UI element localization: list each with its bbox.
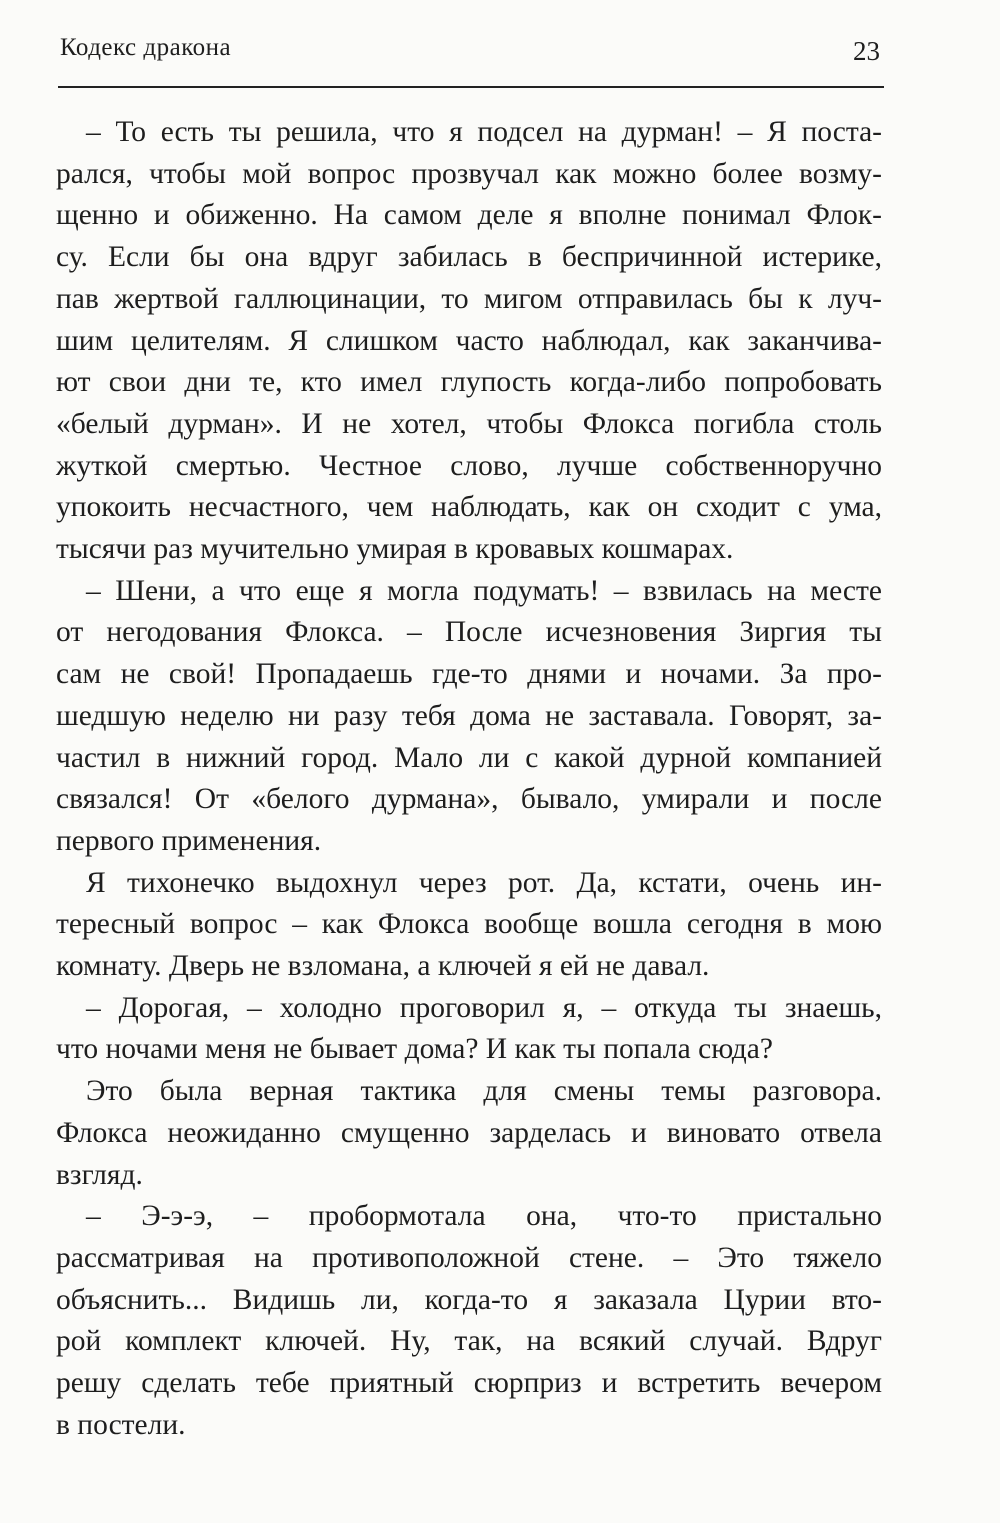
text-line: комнату. Дверь не взломана, а ключей я ей не давал.: [56, 950, 710, 983]
text-line: от негодования Флокса. – После исчезновения Зиргия ты: [56, 616, 882, 649]
text-line: «белый дурман». И не хотел, чтобы Флокса погибла столь: [56, 407, 882, 440]
text-line: взгляд.: [56, 1158, 143, 1191]
text-line: тересный вопрос – как Флокса вообще вошла сегодня в мою: [56, 908, 882, 941]
paragraph: [56, 1071, 882, 1196]
text-line: сам не свой! Пропадаешь где-то днями и ночами. За про-: [56, 658, 882, 691]
paragraph: [56, 1196, 882, 1446]
page-number: 23: [853, 36, 880, 66]
text-line: решу сделать тебе приятный сюрприз и встретить вечером: [56, 1367, 882, 1400]
text-line: шедшую неделю ни разу тебя дома не заставала. Говорят, за-: [56, 699, 882, 732]
text-line: первого применения.: [56, 824, 322, 857]
text-line: Я тихонечко выдохнул через рот. Да, кстати, очень ин-: [86, 866, 882, 899]
text-line: ют свои дни те, кто имел глупость когда-либо попробовать: [56, 366, 882, 399]
text-line: рассматривая на противоположной стене. – Это тяжело: [56, 1241, 882, 1274]
text-line: связался! От «белого дурмана», бывало, умирали и после: [56, 783, 882, 816]
text-line: пав жертвой галлюцинации, то мигом отправилась бы к луч-: [56, 282, 882, 315]
text-line: рой комплект ключей. Ну, так, на всякий случай. Вдруг: [56, 1325, 882, 1358]
page-body: [56, 112, 882, 1447]
text-line: – Дорогая, – холодно проговорил я, – откуда ты знаешь,: [86, 991, 882, 1024]
text-line: частил в нижний город. Мало ли с какой дурной компанией: [56, 741, 882, 774]
text-line: – Шени, а что еще я могла подумать! – взвилась на месте: [86, 574, 882, 607]
text-line: – То есть ты решила, что я подсел на дурман! – Я поста-: [86, 116, 882, 148]
text-line: щенно и обиженно. На самом деле я вполне понимал Флок-: [56, 199, 882, 232]
text-line: – Э-э-э, – пробормотала она, что-то пристально: [86, 1200, 882, 1233]
text-line: объяснить... Видишь ли, когда-то я заказала Цурии вто-: [56, 1283, 882, 1316]
text-line: упокоить несчастного, чем наблюдать, как он сходит с ума,: [56, 491, 882, 524]
text-line: Это была верная тактика для смены темы разговора.: [86, 1075, 882, 1108]
running-header: [60, 30, 880, 70]
text-line: рался, чтобы мой вопрос прозвучал как можно более возму-: [56, 157, 882, 190]
paragraph: [56, 112, 882, 571]
paragraph: [56, 571, 882, 863]
text-line: жуткой смертью. Честное слово, лучше собственноручно: [56, 449, 882, 482]
text-line: шим целителям. Я слишком часто наблюдал, как заканчива-: [56, 324, 882, 357]
header-rule: [58, 86, 884, 88]
text-line: Флокса неожиданно смущенно зарделась и виновато отвела: [56, 1116, 882, 1149]
book-title: Кодекс дракона: [60, 34, 232, 61]
text-line: тысячи раз мучительно умирая в кровавых кошмарах.: [56, 533, 734, 566]
paragraph: [56, 863, 882, 988]
text-line: что ночами меня не бывает дома? И как ты попала сюда?: [56, 1033, 773, 1066]
text-line: су. Если бы она вдруг забилась в беспричинной истерике,: [56, 241, 882, 274]
paragraph: [56, 988, 882, 1071]
text-line: в постели.: [56, 1408, 186, 1441]
